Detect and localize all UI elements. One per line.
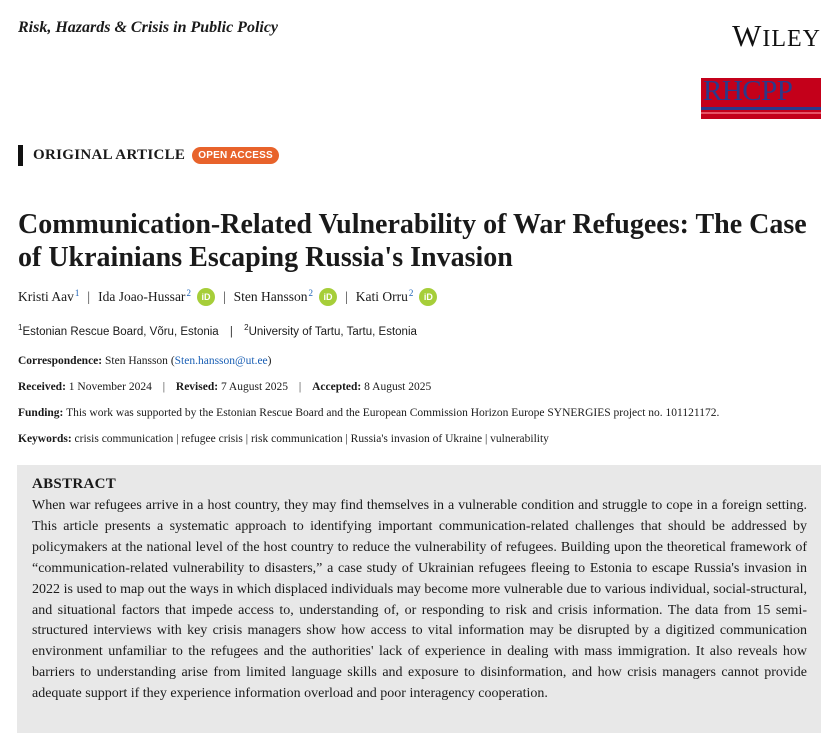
author-kristi-aav[interactable]: [18, 289, 79, 305]
affiliation-number: 1: [18, 323, 23, 332]
correspondence-name: Sten Hansson: [105, 355, 168, 367]
correspondence-label: Correspondence:: [18, 355, 103, 367]
affiliation-ref[interactable]: 2: [408, 288, 414, 298]
correspondence-email-link[interactable]: Sten.hansson@ut.ee: [174, 355, 268, 367]
publisher-initial: W: [732, 18, 763, 53]
revised-date: 7 August 2025: [220, 381, 289, 393]
orcid-icon[interactable]: iD: [419, 288, 437, 306]
open-access-badge: OPEN ACCESS: [192, 147, 279, 164]
article-dates: [18, 381, 431, 393]
author-ida-joao-hussar[interactable]: [98, 288, 215, 306]
publisher-rest: ILEY: [762, 26, 821, 52]
article-type-bar: [18, 145, 23, 166]
keywords: [18, 433, 549, 445]
funding: [18, 407, 719, 419]
author-kati-orru[interactable]: [356, 288, 438, 306]
abstract-heading: ABSTRACT: [32, 476, 117, 492]
received-date: 1 November 2024: [68, 381, 152, 393]
date-separator: |: [162, 381, 166, 393]
article-type: [18, 145, 279, 166]
journal-logo: [701, 78, 821, 119]
affiliation-separator: |: [229, 325, 233, 338]
orcid-icon[interactable]: iD: [197, 288, 215, 306]
date-separator: |: [298, 381, 302, 393]
affiliation-number: 2: [244, 323, 249, 332]
revised-label: Revised:: [175, 381, 219, 393]
author-name[interactable]: Kristi Aav: [18, 289, 74, 304]
publisher-logo: [732, 20, 821, 51]
author-separator: |: [345, 289, 348, 304]
article-type-label: ORIGINAL ARTICLE: [33, 147, 186, 163]
author-separator: |: [87, 289, 91, 304]
author-list: [18, 288, 437, 306]
affiliation-ref[interactable]: 2: [186, 288, 191, 298]
funding-text: This work was supported by the Estonian Rescue Board and the European Commission Horizon Europe SYNERGIES project no. 101121172.: [66, 407, 720, 419]
funding-label: Funding:: [18, 407, 64, 419]
orcid-icon[interactable]: iD: [319, 288, 337, 306]
keywords-text: crisis communication | refugee crisis | risk communication | Russia's invasion of Ukraine | vulnerability: [74, 433, 549, 445]
abstract-box: [17, 465, 821, 733]
affiliation-ref[interactable]: 2: [308, 288, 314, 298]
author-name[interactable]: Sten Hansson: [233, 289, 308, 304]
keywords-label: Keywords:: [18, 433, 72, 445]
correspondence: Correspondence: Sten Hansson (Sten.hansson@ut.ee): [18, 355, 272, 367]
accepted-label: Accepted:: [312, 381, 362, 393]
author-name[interactable]: Kati Orru: [355, 289, 408, 304]
logo-band-light: [701, 112, 821, 114]
affiliation-text: Estonian Rescue Board, Võru, Estonia: [22, 325, 219, 338]
affiliations: [18, 323, 417, 338]
author-sten-hansson[interactable]: [234, 288, 337, 306]
journal-name: Risk, Hazards & Crisis in Public Policy: [18, 19, 279, 36]
abstract-text: When war refugees arrive in a host country, they may find themselves in a vulnerable condition and struggle to cope in a foreign setting. This article presents a systematic approach to identifying important communication-related challenges that should be addressed by policymakers at the national level of the host country to reduce the vulnerability of refugees. Building upon the theoretical framework of “communication-related vulnerability to disasters,” a case study of Ukrainian refugees fleeing to Estonia to escape Russia's invasion in 2022 is used to map out the ways in which displaced individuals may become more vulnerable due to various individual, social-structural, and situational factors that impede access to, understanding of, or responding to risk and crisis information. The data from 15 semi-structured interviews with key crisis managers show how access to vital information may be disrupted by a digitized communication environment unfamiliar to the refugees and the authorities' lack of experience in dealing with mass immigration. It also reveals how barriers to understanding arise from limited language skills and exposure to disinformation, and how crisis managers cannot provide adequate support if they experience information overload and poor interagency cooperation.: [32, 498, 807, 702]
author-name[interactable]: Ida Joao-Hussar: [98, 289, 186, 304]
received-label: Received:: [18, 381, 66, 393]
article-title: Communication-Related Vulnerability of War Refugees: The Case of Ukrainians Escaping Russia's Invasion: [18, 209, 807, 273]
author-separator: |: [222, 289, 226, 304]
journal-logo-text: RHCPP: [703, 78, 793, 107]
affiliation-ref[interactable]: 1: [74, 288, 80, 298]
logo-band: [701, 107, 821, 110]
accepted-date: 8 August 2025: [364, 381, 432, 393]
affiliation-text: University of Tartu, Tartu, Estonia: [248, 325, 417, 338]
